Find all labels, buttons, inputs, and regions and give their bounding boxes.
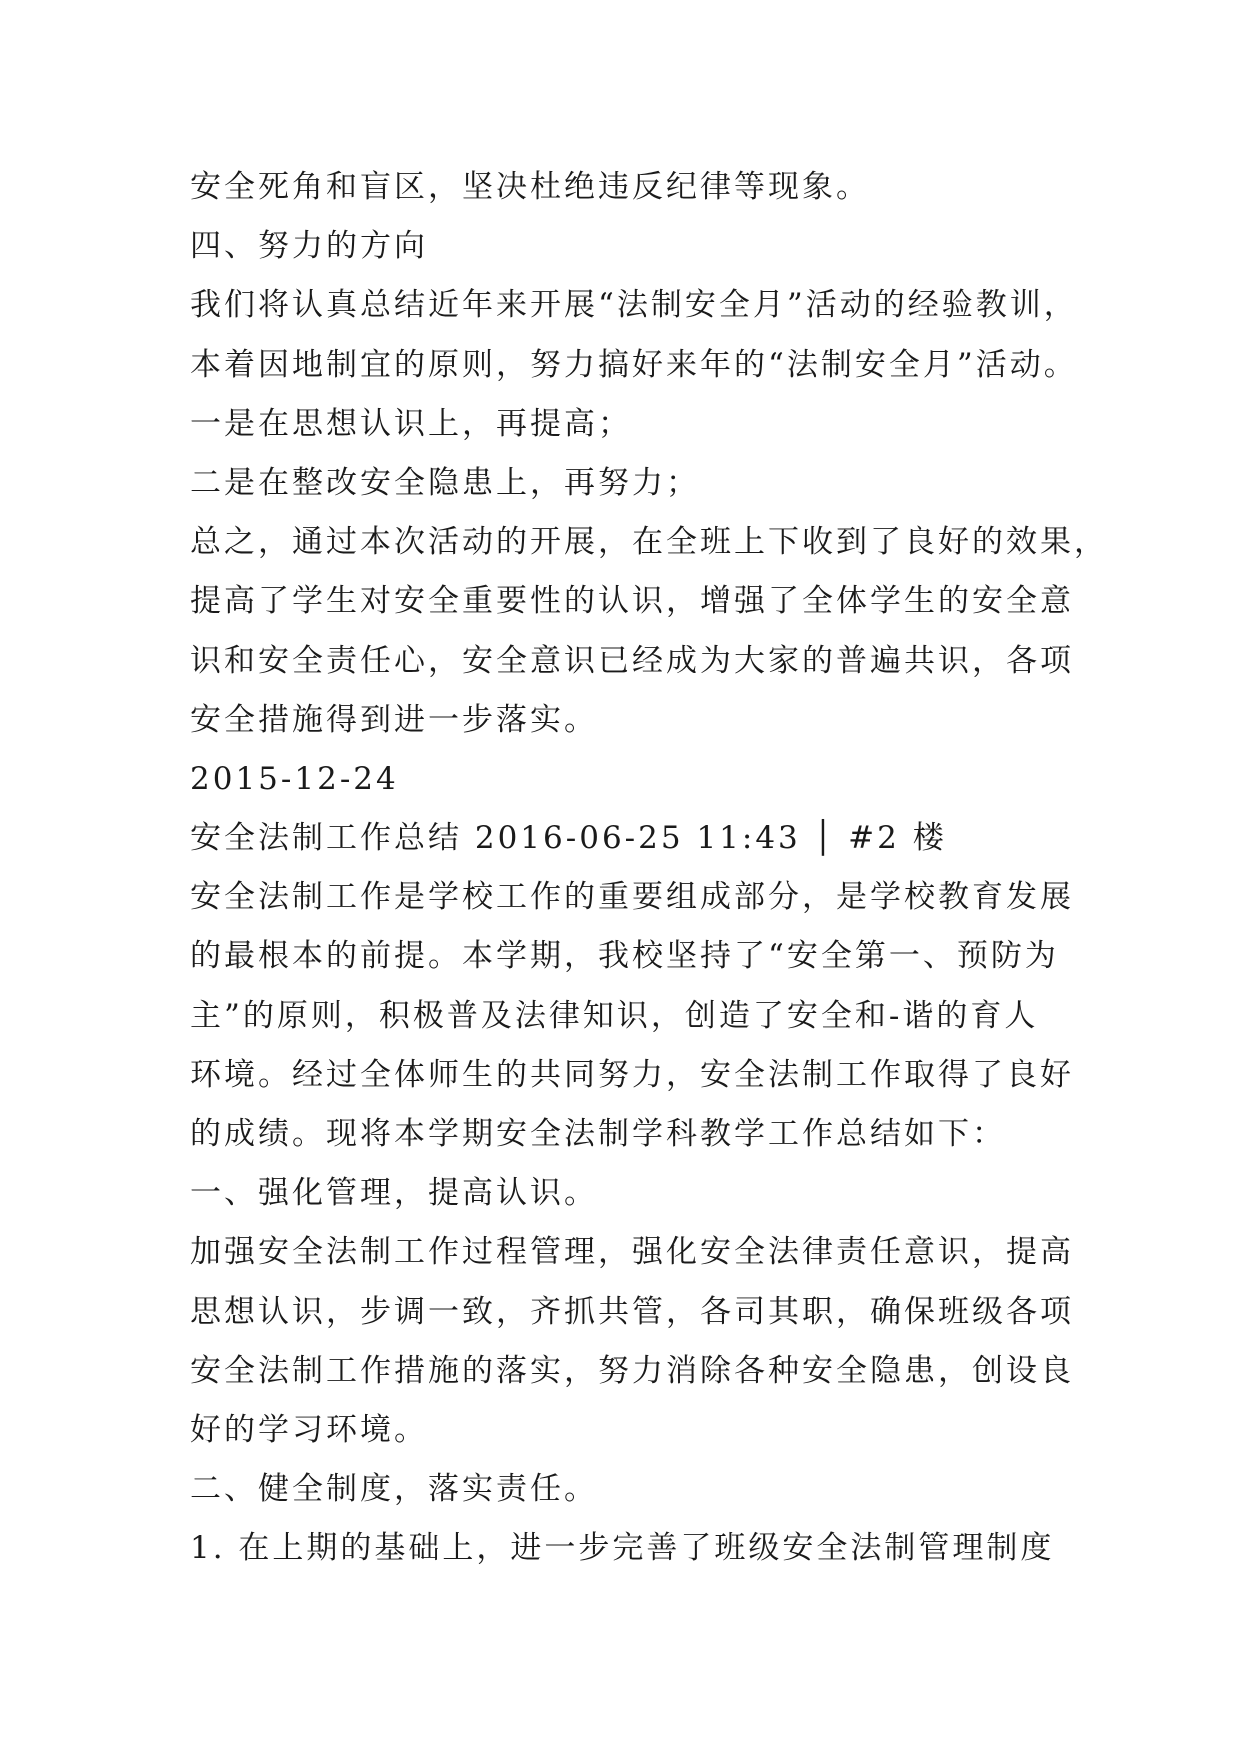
- paragraph-line: 安全法制工作是学校工作的重要组成部分，是学校教育发展: [190, 879, 1074, 916]
- paragraph-line: 本着因地制宜的原则，努力搞好来年的“法制安全月”活动。: [190, 346, 1078, 383]
- paragraph-line: 主”的原则，积极普及法律知识，创造了安全和-谐的育人: [190, 997, 1039, 1034]
- paragraph-line: 总之，通过本次活动的开展，在全班上下收到了良好的效果，: [190, 524, 1108, 561]
- paragraph-line: 环境。经过全体师生的共同努力，安全法制工作取得了良好: [190, 1056, 1074, 1093]
- paragraph-line: 加强安全法制工作过程管理，强化安全法律责任意识，提高: [190, 1234, 1074, 1271]
- post-title-line: 安全法制工作总结 2016-06-25 11:43 │ #2 楼: [190, 820, 947, 857]
- section-heading: 一、强化管理，提高认识。: [190, 1175, 598, 1212]
- paragraph-line: 安全死角和盲区，坚决杜绝违反纪律等现象。: [190, 169, 870, 205]
- paragraph-line: 1. 在上期的基础上，进一步完善了班级安全法制管理制度: [190, 1530, 1055, 1567]
- paragraph-line: 思想认识，步调一致，齐抓共管，各司其职，确保班级各项: [190, 1293, 1074, 1330]
- paragraph-line: 安全法制工作措施的落实，努力消除各种安全隐患，创设良: [190, 1352, 1074, 1389]
- paragraph-line: 我们将认真总结近年来开展“法制安全月”活动的经验教训，: [190, 287, 1078, 324]
- document-body: [190, 158, 1108, 1579]
- section-heading: 二、健全制度，落实责任。: [190, 1471, 598, 1508]
- paragraph-line: 一是在思想认识上，再提高；: [190, 405, 632, 442]
- paragraph-line: 识和安全责任心，安全意识已经成为大家的普遍共识，各项: [190, 642, 1074, 679]
- paragraph-line: 好的学习环境。: [190, 1411, 428, 1448]
- paragraph-line: 安全措施得到进一步落实。: [190, 701, 598, 738]
- paragraph-line: 的最根本的前提。本学期，我校坚持了“安全第一、预防为: [190, 938, 1059, 975]
- paragraph-line: 二是在整改安全隐患上，再努力；: [190, 464, 700, 501]
- paragraph-line: 的成绩。现将本学期安全法制学科教学工作总结如下：: [190, 1116, 1006, 1152]
- date-line: 2015-12-24: [190, 760, 399, 797]
- section-heading: 四、努力的方向: [190, 228, 428, 265]
- paragraph-line: 提高了学生对安全重要性的认识，增强了全体学生的安全意: [190, 583, 1074, 620]
